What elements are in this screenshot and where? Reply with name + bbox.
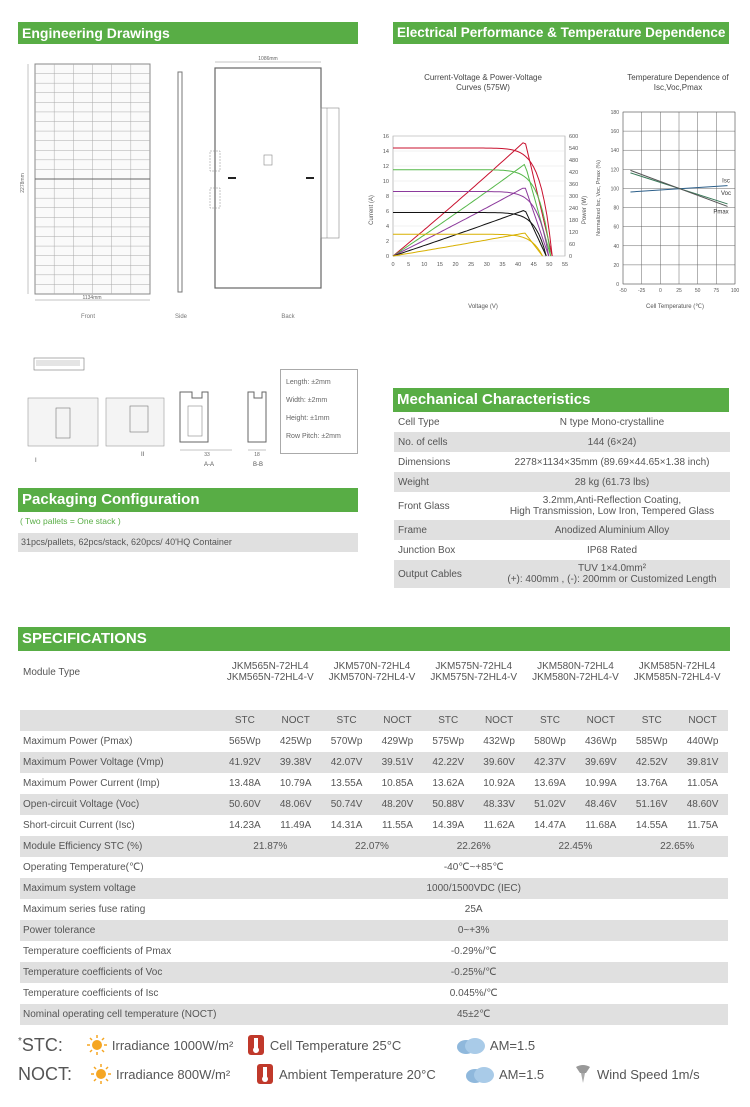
stc-cell-temperature: Cell Temperature 25°C <box>269 1037 402 1053</box>
mechanical-value <box>494 452 730 472</box>
spacer-cell <box>575 689 626 710</box>
stc-conditions <box>18 1034 535 1056</box>
section-ii-label: II <box>141 452 145 458</box>
noct-label: NOCT: <box>18 1063 72 1084</box>
iv-x-tick: 15 <box>436 262 443 268</box>
spec-label: Open-circuit Voltage (Voc) <box>20 794 219 815</box>
iv-y-right-tick: 600 <box>569 134 579 140</box>
spec-value: 432Wp <box>483 736 515 747</box>
temp-x-tick: -50 <box>619 288 627 294</box>
iv-current-curve <box>393 192 549 257</box>
spec-value: 39.60V <box>474 752 525 773</box>
height-dimension: 2278mm <box>20 173 26 193</box>
dim-18: 18 <box>254 452 260 458</box>
spec-value: 13.62A <box>432 778 465 789</box>
electrical-row <box>20 752 728 773</box>
temp-x-tick: 75 <box>713 288 720 294</box>
common-spec-row <box>20 962 728 983</box>
spacer-cell <box>626 689 677 710</box>
electrical-performance-header: Electrical Performance & Temperature Dependence <box>393 22 729 44</box>
engineering-drawings-header: Engineering Drawings <box>18 22 358 44</box>
section-aa-label: A-A <box>203 462 215 468</box>
packaging-note: ( Two pallets = One stack ) <box>20 516 121 526</box>
spec-value: 48.06V <box>270 794 321 815</box>
iv-x-tick: 45 <box>530 262 537 268</box>
mechanical-row <box>394 452 730 472</box>
mechanical-value <box>494 492 730 520</box>
spacer-cell <box>423 689 474 710</box>
temp-chart-title-2: Isc,Voc,Pmax <box>653 83 703 92</box>
spec-value: 51.02V <box>525 794 576 815</box>
spec-value: 50.74V <box>321 794 372 815</box>
iv-y-right-tick: 360 <box>569 182 579 188</box>
spec-value: 45±2℃ <box>219 1004 728 1025</box>
model-name-line: JKM585N-72HL4 <box>638 661 716 672</box>
iv-x-tick: 0 <box>391 262 395 268</box>
spec-value: 50.60V <box>219 794 270 815</box>
common-spec-row <box>20 941 728 962</box>
tolerance-width: Width: ±2mm <box>286 397 328 404</box>
noct-header: NOCT <box>677 710 728 731</box>
model-name <box>219 655 321 689</box>
spacer-cell <box>372 689 423 710</box>
spec-value: 11.05A <box>687 778 719 789</box>
spec-value: 11.55A <box>381 820 413 831</box>
temp-x-tick: 0 <box>658 288 662 294</box>
temp-x-tick: -25 <box>638 288 646 294</box>
iv-ylabel-right: Power (W) <box>582 195 588 225</box>
spec-label: Maximum Power Voltage (Vmp) <box>20 752 219 773</box>
spec-value: -0.25%/℃ <box>219 962 728 983</box>
mechanical-value-line: Anodized Aluminium Alloy <box>554 524 670 536</box>
spec-value: 14.47A <box>534 820 566 831</box>
temp-series-label: Isc <box>722 178 730 185</box>
common-spec-row <box>20 1004 728 1025</box>
temp-ylabel: Normalized Isc, Voc, Pmax (%) <box>596 160 602 236</box>
iv-y-left-tick: 14 <box>382 149 389 155</box>
temp-xlabel: Cell Temperature (℃) <box>646 304 704 310</box>
spec-label: Maximum series fuse rating <box>23 904 146 915</box>
stc-irradiance: Irradiance 1000W/m² <box>111 1037 234 1053</box>
stc-am: AM=1.5 <box>489 1037 536 1053</box>
temp-y-tick: 160 <box>610 129 619 136</box>
iv-x-tick: 55 <box>561 262 569 268</box>
stc-header: STC <box>219 710 270 731</box>
iv-chart-title-2: Curves (575W) <box>456 83 510 92</box>
iv-x-tick: 35 <box>499 262 506 268</box>
mechanical-row <box>394 412 730 432</box>
sun-icon <box>90 1063 112 1085</box>
mechanical-table <box>394 412 730 588</box>
mechanical-value-line: N type Mono-crystalline <box>559 416 665 428</box>
iv-ylabel-left: Current (A) <box>369 195 375 225</box>
iv-y-right-tick: 420 <box>569 170 579 176</box>
spec-value: 14.23A <box>228 820 261 831</box>
spec-value: 42.52V <box>626 752 677 773</box>
model-name <box>626 655 728 689</box>
iv-y-left-tick: 0 <box>385 254 389 260</box>
spec-value: 25A <box>464 904 483 915</box>
thermometer-icon <box>246 1034 266 1056</box>
temp-x-tick: 100 <box>730 288 740 294</box>
mechanical-label: Frame <box>394 520 494 540</box>
iv-pv-chart <box>365 68 595 318</box>
mechanical-label: Junction Box <box>398 544 456 556</box>
spacer-cell <box>270 689 321 710</box>
iv-y-right-tick: 300 <box>569 194 579 200</box>
mechanical-value-line: 3.2mm,Anti-Reflection Coating, <box>542 495 682 506</box>
stc-header: STC <box>626 710 677 731</box>
spec-value: 11.49A <box>280 820 312 831</box>
iv-x-tick: 30 <box>483 262 490 268</box>
spec-value: 39.81V <box>677 752 728 773</box>
model-name <box>423 655 525 689</box>
mechanical-row <box>394 492 730 520</box>
mechanical-value-line: IP68 Rated <box>586 544 638 556</box>
spacer-cell <box>321 689 372 710</box>
packaging-line: 31pcs/pallets, 62pcs/stack, 620pcs/ 40'HQ Container <box>18 533 358 552</box>
spacer-cell <box>474 689 525 710</box>
spec-value: 14.31A <box>330 820 363 831</box>
mechanical-value <box>494 412 730 432</box>
specifications-header: SPECIFICATIONS <box>18 627 730 651</box>
temp-x-tick: 25 <box>676 288 682 294</box>
front-view-drawing <box>20 64 150 320</box>
tolerance-length: Length: ±2mm <box>286 379 331 386</box>
tolerance-box <box>280 369 358 454</box>
model-name-line: JKM580N-72HL4-V <box>532 672 619 683</box>
efficiency-value: 22.26% <box>423 836 525 857</box>
mechanical-row <box>394 432 730 452</box>
electrical-row <box>20 773 728 794</box>
model-name-line: JKM575N-72HL4 <box>435 661 513 672</box>
iv-y-left-tick: 10 <box>382 179 389 185</box>
spec-value: 48.46V <box>575 794 626 815</box>
spec-label: Maximum Power (Pmax) <box>23 736 133 747</box>
wind-icon <box>573 1063 593 1085</box>
mechanical-value-line: 144 (6×24) <box>587 436 637 448</box>
mechanical-label: Cell Type <box>398 416 440 428</box>
iv-x-tick: 10 <box>421 262 428 268</box>
noct-header: NOCT <box>372 710 423 731</box>
model-name-line: JKM565N-72HL4-V <box>226 672 314 683</box>
spec-label: Temperature coefficients of Isc <box>23 988 159 999</box>
spec-label: Power tolerance <box>20 920 219 941</box>
mechanical-value <box>494 520 730 540</box>
stc-header: STC <box>525 710 576 731</box>
temp-y-tick: 120 <box>610 167 619 174</box>
spec-value: 570Wp <box>330 736 363 747</box>
noct-conditions <box>18 1063 700 1085</box>
efficiency-value: 22.45% <box>525 836 627 857</box>
spec-value: 14.55A <box>635 820 668 831</box>
spec-value: 10.79A <box>279 778 312 789</box>
mechanical-label: Output Cables <box>394 560 494 588</box>
mechanical-value <box>494 432 730 452</box>
iv-chart-title-1: Current-Voltage & Power-Voltage <box>424 73 542 82</box>
mechanical-label: Front Glass <box>398 500 450 512</box>
noct-irradiance: Irradiance 800W/m² <box>116 1066 231 1082</box>
mechanical-value-line: High Transmission, Low Iron, Tempered Glass <box>509 506 715 517</box>
mechanical-value-line: 28 kg (61.73 lbs) <box>574 476 650 488</box>
temp-y-tick: 180 <box>610 110 619 116</box>
spec-value: 436Wp <box>585 736 617 747</box>
iv-y-right-tick: 180 <box>569 218 579 224</box>
spec-value: 11.75A <box>687 820 719 831</box>
spec-label: Temperature coefficients of Voc <box>20 962 219 983</box>
model-name-line: JKM570N-72HL4 <box>333 661 411 672</box>
spacer-cell <box>219 689 270 710</box>
iv-y-left-tick: 4 <box>385 224 389 230</box>
spec-value: 39.69V <box>575 752 626 773</box>
spec-value: -40℃~+85℃ <box>443 862 504 873</box>
spec-value: 48.33V <box>474 794 525 815</box>
spec-label: Short-circuit Current (Isc) <box>23 820 135 831</box>
spec-value: 41.92V <box>219 752 270 773</box>
spec-value: 51.16V <box>626 794 677 815</box>
spec-value: 11.68A <box>585 820 617 831</box>
spec-value: 13.55A <box>330 778 363 789</box>
common-spec-row <box>20 899 728 920</box>
efficiency-value: 22.07% <box>321 836 423 857</box>
spec-value: 14.39A <box>432 820 465 831</box>
engineering-drawings <box>18 48 363 333</box>
spacer-cell <box>677 689 728 710</box>
spec-value: 425Wp <box>279 736 312 747</box>
model-name <box>525 655 627 689</box>
spec-value: 10.92A <box>483 778 515 789</box>
iv-x-tick: 5 <box>407 262 411 268</box>
mechanical-header: Mechanical Characteristics <box>393 388 729 412</box>
noct-am: AM=1.5 <box>499 1066 545 1082</box>
model-name-line: JKM565N-72HL4 <box>231 661 309 672</box>
spec-value: 440Wp <box>686 736 719 747</box>
spec-value: 13.48A <box>228 778 261 789</box>
spec-value: -0.29%/℃ <box>450 946 497 957</box>
iv-y-left-tick: 16 <box>382 134 389 140</box>
temperature-chart <box>593 68 750 318</box>
mechanical-row <box>394 540 730 560</box>
spec-value: 39.51V <box>372 752 423 773</box>
side-view-drawing <box>175 72 188 320</box>
iv-x-tick: 40 <box>515 262 522 268</box>
spec-value: 580Wp <box>534 736 566 747</box>
electrical-row <box>20 731 728 752</box>
noct-header: NOCT <box>270 710 321 731</box>
mechanical-value <box>494 560 730 588</box>
noct-header: NOCT <box>575 710 626 731</box>
spec-value: 13.69A <box>534 778 566 789</box>
spec-value: 42.07V <box>321 752 372 773</box>
model-name-line: JKM585N-72HL4-V <box>633 672 721 683</box>
iv-y-left-tick: 12 <box>382 164 389 170</box>
stc-header: STC <box>423 710 474 731</box>
front-view-label: Front <box>80 314 96 320</box>
iv-x-tick: 25 <box>468 262 475 268</box>
spec-value: 13.76A <box>635 778 668 789</box>
iv-y-right-tick: 240 <box>569 206 579 212</box>
mechanical-value <box>494 540 730 560</box>
spec-value: 0.045%/℃ <box>449 988 498 999</box>
thermometer-icon <box>255 1063 275 1085</box>
mechanical-row <box>394 560 730 588</box>
spec-value: 48.20V <box>372 794 423 815</box>
iv-x-tick: 20 <box>452 262 459 268</box>
spec-value: 429Wp <box>381 736 414 747</box>
temp-y-tick: 100 <box>610 186 619 193</box>
spec-label: Module Efficiency STC (%) <box>20 836 219 857</box>
electrical-row <box>20 815 728 836</box>
model-name-line: JKM575N-72HL4-V <box>430 672 518 683</box>
temp-y-tick: 60 <box>613 224 619 231</box>
iv-y-left-tick: 6 <box>385 209 389 215</box>
spec-value: 585Wp <box>635 736 668 747</box>
width-dimension: 1086mm <box>258 56 278 62</box>
spec-value: 39.38V <box>270 752 321 773</box>
iv-xlabel: Voltage (V) <box>468 304 498 310</box>
spec-value: 565Wp <box>228 736 261 747</box>
mechanical-value-line: (+): 400mm , (-): 200mm or Customized Length <box>507 574 717 585</box>
tolerance-height: Height: ±1mm <box>286 415 330 422</box>
dim-33: 33 <box>204 452 210 458</box>
mechanical-label: Dimensions <box>398 456 451 468</box>
cloud-icon <box>454 1034 486 1056</box>
temp-y-tick: 20 <box>613 262 619 269</box>
spec-value: 10.85A <box>381 778 414 789</box>
bottom-dimension: 1134mm <box>82 295 102 301</box>
iv-y-right-tick: 60 <box>569 242 576 248</box>
spec-label: Maximum system voltage <box>20 878 219 899</box>
electrical-row <box>20 794 728 815</box>
iv-y-left-tick: 8 <box>385 194 389 200</box>
temp-series-label: Voc <box>720 191 732 198</box>
mechanical-value-line: TUV 1×4.0mm² <box>577 563 647 574</box>
section-bb-label: B-B <box>252 462 264 468</box>
stc-asterisk: * <box>18 1035 22 1047</box>
mechanical-label: Weight <box>394 472 494 492</box>
stc-label: STC: <box>21 1034 63 1055</box>
temp-y-tick: 40 <box>613 243 619 250</box>
tolerance-row-pitch: Row Pitch: ±2mm <box>286 433 341 440</box>
temp-y-tick: 140 <box>610 148 619 155</box>
spec-label: Nominal operating cell temperature (NOCT) <box>20 1004 219 1025</box>
stc-noct-header-row <box>20 710 728 731</box>
spec-value: 1000/1500VDC (IEC) <box>219 878 728 899</box>
noct-wind-speed: Wind Speed 1m/s <box>597 1066 700 1082</box>
temp-x-tick: 50 <box>694 288 701 294</box>
temp-y-tick: 0 <box>616 282 619 288</box>
mechanical-row <box>394 472 730 492</box>
iv-y-right-tick: 0 <box>569 254 573 260</box>
back-view-drawing <box>210 56 339 320</box>
efficiency-row <box>20 836 728 857</box>
mechanical-value-line: 2278×1134×35mm (89.69×44.65×1.38 inch) <box>514 456 710 468</box>
spec-label: Operating Temperature(℃) <box>23 862 144 873</box>
spec-value: 42.37V <box>525 752 576 773</box>
spec-value: 50.88V <box>423 794 474 815</box>
spacer-cell <box>20 689 219 710</box>
spec-label: Maximum Power Current (Imp) <box>23 778 160 789</box>
cloud-icon <box>463 1063 495 1085</box>
model-name <box>321 655 423 689</box>
common-spec-row <box>20 920 728 941</box>
iv-y-right-tick: 540 <box>569 146 579 152</box>
model-name-line: JKM580N-72HL4 <box>537 661 614 672</box>
module-type-row <box>20 655 728 689</box>
stc-header: STC <box>321 710 372 731</box>
common-spec-row <box>20 878 728 899</box>
packaging-header: Packaging Configuration <box>18 488 358 512</box>
iv-y-right-tick: 480 <box>569 158 579 164</box>
side-view-label: Side <box>174 314 188 320</box>
back-view-label: Back <box>281 314 295 320</box>
spec-label <box>20 710 219 731</box>
iv-x-tick: 50 <box>546 262 553 268</box>
noct-ambient-temperature: Ambient Temperature 20°C <box>279 1066 436 1082</box>
temp-chart-title-1: Temperature Dependence of <box>627 73 729 82</box>
iv-y-right-tick: 120 <box>569 230 579 236</box>
specifications-table <box>20 655 728 1025</box>
spacer-row <box>20 689 728 710</box>
noct-header: NOCT <box>474 710 525 731</box>
section-i-label: I <box>35 458 37 464</box>
model-name-line: JKM570N-72HL4-V <box>328 672 416 683</box>
common-spec-row <box>20 983 728 1004</box>
spec-label: Module Type <box>23 666 81 678</box>
common-spec-row <box>20 857 728 878</box>
mechanical-label: No. of cells <box>394 432 494 452</box>
sun-icon <box>86 1034 108 1056</box>
spec-value: 575Wp <box>432 736 465 747</box>
efficiency-value: 21.87% <box>219 836 321 857</box>
spec-label: Temperature coefficients of Pmax <box>23 946 172 957</box>
temp-series-label: Pmax <box>713 209 729 216</box>
temp-y-tick: 80 <box>613 205 619 212</box>
spec-value: 48.60V <box>677 794 728 815</box>
mechanical-row <box>394 520 730 540</box>
spec-value: 42.22V <box>423 752 474 773</box>
spacer-cell <box>525 689 576 710</box>
spec-value: 10.99A <box>585 778 617 789</box>
mechanical-value <box>494 472 730 492</box>
efficiency-value: 22.65% <box>626 836 728 857</box>
spec-value: 11.62A <box>483 820 515 831</box>
iv-y-left-tick: 2 <box>385 239 389 245</box>
spec-value: 0~+3% <box>219 920 728 941</box>
